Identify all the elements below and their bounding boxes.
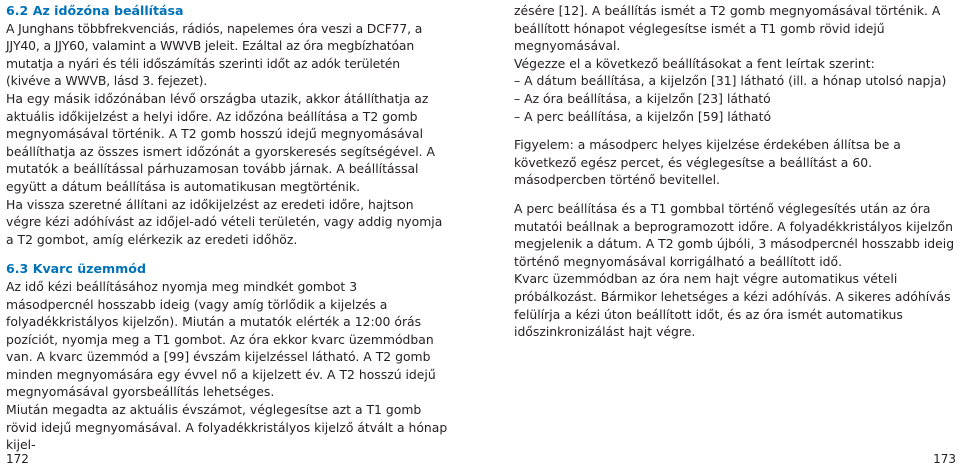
paragraph-settings-intro: Végezze el a következő beállításokat a fent leírtak szerint: — [514, 55, 875, 71]
paragraph-year-confirm: Miután megadta az aktuális évszámot, véglegesítse azt a T1 gomb rövid idejű megnyomásával. A folyadékkristályos kijelző átvált a hónap kijel- — [6, 402, 448, 453]
page-number-left: 172 — [6, 452, 29, 466]
list-item-minute: – A perc beállítása, a kijelzőn [59] látható — [514, 108, 772, 124]
page-number-right: 173 — [933, 452, 956, 466]
settings-list — [514, 72, 960, 125]
left-column — [6, 2, 448, 454]
paragraph-time-zone-setting: Ha egy másik időzónában lévő országba utazik, akkor átállíthatja az aktuális időkijelzést a helyi időre. Az időzóna beállítása a T2 gomb megnyomásával történik. A T2 gomb hosszú idejű megnyomásával beállíthatja az összes ismert időzónát a gyorskeresés segítségével. A mutatók a beállítással párhuzamosan tovább járnak. A beállítással együtt a dátum beállítása is automatikusan megtörténik. — [6, 90, 435, 194]
paragraph-reset-time: Ha vissza szeretné állítani az időkijelzést az eredeti időre, hajtson végre kézi adóhívást az időjel-adó vételi területén, vagy addig nyomja a T2 gombot, amíg elérkezik az eredeti időhöz. — [6, 196, 443, 247]
paragraph-month-setting: zésére [12]. A beállítás ismét a T2 gomb megnyomásával történik. A beállított hónapot véglegesítse ismét a T1 gomb rövid idejű megnyomásával. — [514, 3, 941, 54]
paragraph-manual-setting: Az idő kézi beállításához nyomja meg mindkét gombot 3 másodpercnél hosszabb ideig (vagy amíg törlődik a kijelzés a folyadékkristályos kijelzőn). Miután a mutatók elérték a 12:00 órás pozíciót, nyomja meg a T1 gombot. Az óra ekkor kvarc üzemmódban van. A kvarc üzemmód a [99] évszám kijelzéssel látható. A T2 gomb minden megnyomására egy évvel nő a kijelzett év. A T2 hosszú idejű megnyomásával gyorsbeállítás lehetséges. — [6, 278, 436, 400]
list-item-hour: – Az óra beállítása, a kijelzőn [23] látható — [514, 90, 771, 106]
right-column — [514, 2, 960, 341]
section-heading-quartz-mode: 6.3 Kvarc üzemmód — [6, 261, 146, 277]
section-heading-time-zone: 6.2 Az időzóna beállítása — [6, 3, 184, 18]
paragraph-attention: Figyelem: a másodperc helyes kijelzése érdekében állítsa be a következő egész percet, és véglegesítse a beállítást a 60. másodpercben történő bevitellel. — [514, 137, 901, 188]
list-item-date: – A dátum beállítása, a kijelzőn [31] látható (ill. a hónap utolsó napja) — [514, 73, 947, 89]
paragraph-receivers: A Junghans többfrekvenciás, rádiós, napelemes óra veszi a DCF77, a JJY40, a JJY60, valamint a WWVB jeleit. Ezáltal az óra megbízhatóan mutatja a nyári és téli időszámítás szerinti időt az adók területén (kivéve a WWVB, lásd 3. fejezet). — [6, 20, 423, 89]
paragraph-quartz-reception: Kvarc üzemmódban az óra nem hajt végre automatikus vételi próbálkozást. Bármikor lehetséges a kézi adóhívás. A sikeres adóhívás felülírja a kézi úton beállított időt, és az óra ismét automatikus időszinkronizálást hajt végre. — [514, 271, 951, 340]
paragraph-hands-set: A perc beállítása és a T1 gombbal történő véglegesítés után az óra mutatói beállnak a beprogramozott időre. A folyadékkristályos kijelzőn megjelenik a dátum. A T2 gomb újbóli, 3 másodpercnél hosszabb ideig történő megnyomásával korrigálható a beállított idő. — [514, 200, 955, 269]
